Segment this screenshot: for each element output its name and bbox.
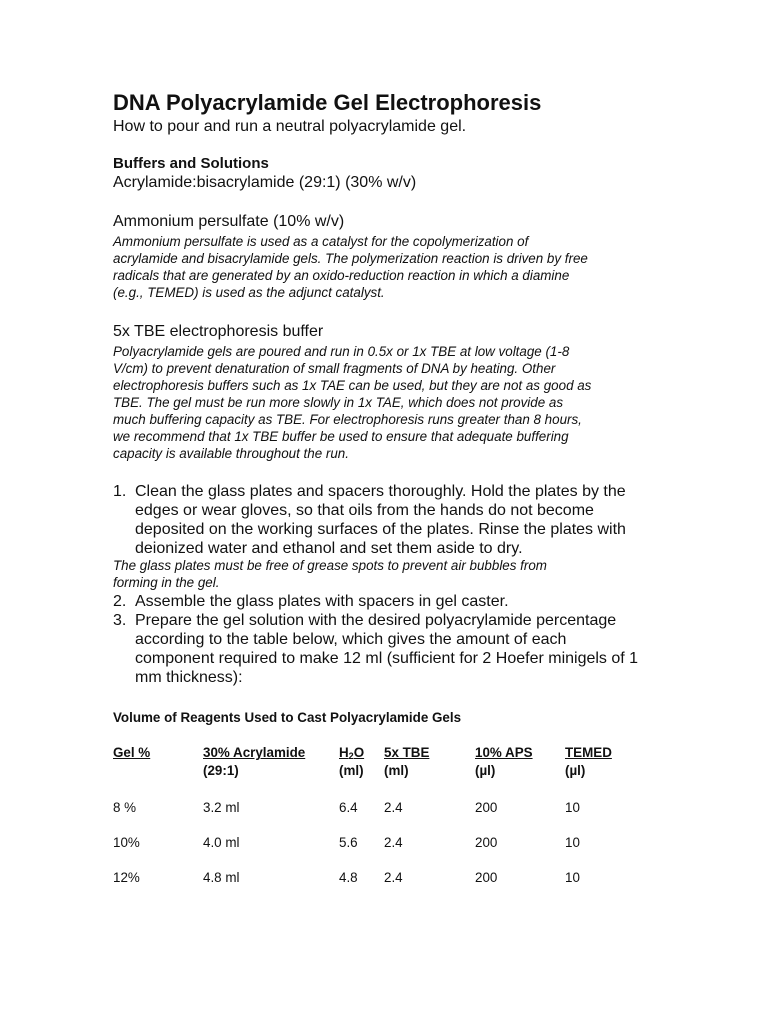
table-cell: 2.4 — [384, 800, 403, 815]
step-text-line: Clean the glass plates and spacers thoroughly. Hold the plates by the — [135, 483, 626, 500]
table-cell: 4.8 — [339, 870, 358, 885]
column-header-gel-percent: Gel % — [113, 745, 151, 760]
table-cell: 200 — [475, 870, 498, 885]
tbe-note-line: Polyacrylamide gels are poured and run in 0.5x or 1x TBE at low voltage (1-8 — [113, 344, 570, 359]
step-text-line: deionized water and ethanol and set them aside to dry. — [135, 540, 523, 557]
column-header-tbe: 5x TBE — [384, 745, 430, 760]
step1-note-line: The glass plates must be free of grease spots to prevent air bubbles from — [113, 558, 547, 573]
table-cell: 200 — [475, 800, 498, 815]
step-text-line: Prepare the gel solution with the desired polyacrylamide percentage — [135, 612, 617, 629]
column-header-aps-unit: (µl) — [475, 763, 496, 778]
table-cell: 10% — [113, 835, 140, 850]
step-text-line: deposited on the working surfaces of the plates. Rinse the plates with — [135, 521, 626, 538]
step-text-line: Assemble the glass plates with spacers in gel caster. — [135, 593, 509, 610]
tbe-note-line: much buffering capacity as TBE. For electrophoresis runs greater than 8 hours, — [113, 412, 582, 427]
tbe-note-line: we recommend that 1x TBE buffer be used to ensure that adequate buffering — [113, 429, 569, 444]
step-text-line: edges or wear gloves, so that oils from the hands do not become — [135, 502, 594, 519]
column-header-temed-unit: (µl) — [565, 763, 586, 778]
table-cell: 10 — [565, 835, 580, 850]
column-header-water-unit: (ml) — [339, 763, 364, 778]
tbe-note-line: TBE. The gel must be run more slowly in 1x TAE, which does not provide as — [113, 395, 564, 410]
aps-heading: Ammonium persulfate (10% w/v) — [113, 213, 345, 230]
table-cell: 6.4 — [339, 800, 358, 815]
tbe-heading: 5x TBE electrophoresis buffer — [113, 323, 324, 340]
table-cell: 200 — [475, 835, 498, 850]
table-cell: 12% — [113, 870, 140, 885]
tbe-note-line: capacity is available throughout the run. — [113, 446, 349, 461]
table-cell: 10 — [565, 800, 580, 815]
table-cell: 4.0 ml — [203, 835, 240, 850]
table-cell: 2.4 — [384, 835, 403, 850]
step-number: 3. — [113, 612, 127, 629]
buffers-heading: Buffers and Solutions — [113, 155, 269, 172]
step1-note-line: forming in the gel. — [113, 575, 220, 590]
aps-note-line: radicals that are generated by an oxido-reduction reaction in which a diamine — [113, 268, 570, 283]
page-title: DNA Polyacrylamide Gel Electrophoresis — [113, 90, 542, 115]
table-cell: 2.4 — [384, 870, 403, 885]
column-header-water: $H_2O$ — [339, 745, 365, 761]
aps-note-line: Ammonium persulfate is used as a catalyst for the copolymerization of — [113, 234, 529, 249]
acrylamide-line: Acrylamide:bisacrylamide (29:1) (30% w/v) — [113, 174, 417, 191]
step-text-line: according to the table below, which gives the amount of each — [135, 631, 567, 648]
aps-note-line: acrylamide and bisacrylamide gels. The polymerization reaction is driven by free — [113, 251, 588, 266]
table-cell: 10 — [565, 870, 580, 885]
table-cell: 3.2 ml — [203, 800, 240, 815]
table-cell: 5.6 — [339, 835, 358, 850]
table-caption: Volume of Reagents Used to Cast Polyacrylamide Gels — [113, 710, 462, 725]
column-header-acrylamide-sub: (29:1) — [203, 763, 239, 778]
column-header-aps: 10% APS — [475, 745, 533, 760]
aps-note-line: (e.g., TEMED) is used as the adjunct catalyst. — [113, 285, 385, 300]
table-cell: 4.8 ml — [203, 870, 240, 885]
tbe-note-line: electrophoresis buffers such as 1x TAE can be used, but they are not as good as — [113, 378, 592, 393]
step-text-line: component required to make 12 ml (sufficient for 2 Hoefer minigels of 1 — [135, 650, 639, 667]
step-number: 1. — [113, 483, 127, 500]
column-header-temed: TEMED — [565, 745, 612, 760]
column-header-acrylamide: 30% Acrylamide — [203, 745, 306, 760]
column-header-tbe-unit: (ml) — [384, 763, 409, 778]
table-cell: 8 % — [113, 800, 137, 815]
tbe-note-line: V/cm) to prevent denaturation of small fragments of DNA by heating. Other — [113, 361, 556, 376]
step-number: 2. — [113, 593, 127, 610]
step-text-line: mm thickness): — [135, 669, 243, 686]
subtitle: How to pour and run a neutral polyacrylamide gel. — [113, 118, 467, 135]
